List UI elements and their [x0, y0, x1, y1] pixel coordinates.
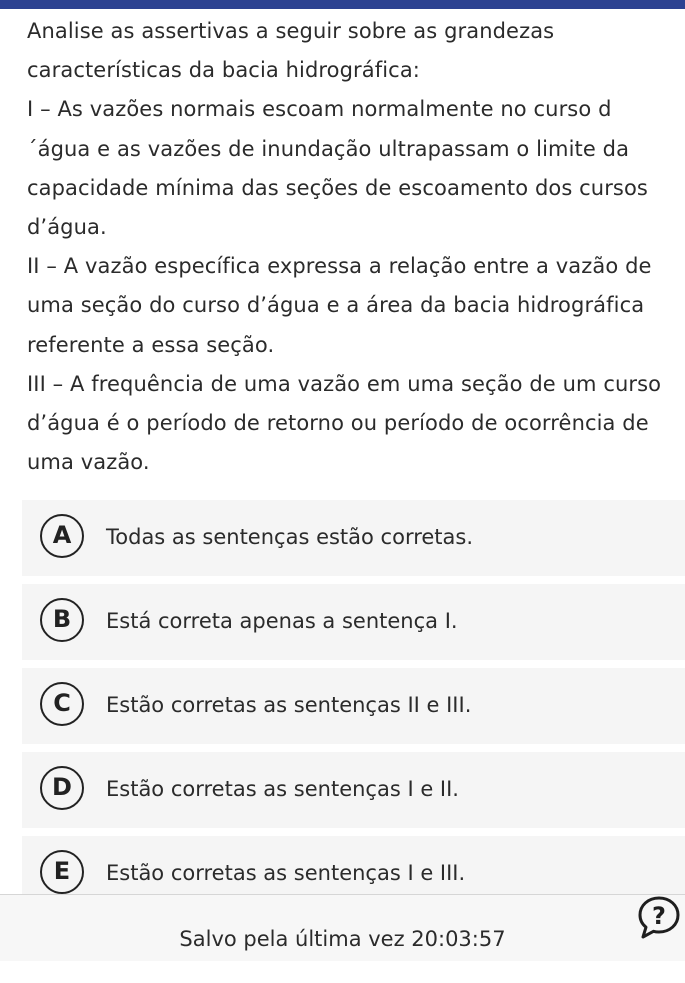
footer-bar [0, 894, 685, 961]
option-c[interactable] [22, 668, 685, 744]
statement-3: III – A frequência de uma vazão em uma seção de um curso d’água é o período de retorno ou período de ocorrência de uma vazão. [27, 371, 662, 475]
statement-1: I – As vazões normais escoam normalmente no curso d ´água e as vazões de inundação ultrapassam o limite da capacidade mínima das seções de escoamento dos cursos d’água. [27, 97, 648, 240]
question-intro: Analise as assertivas a seguir sobre as grandezas características da bacia hidrográfica: [27, 19, 555, 83]
question-text [27, 12, 677, 482]
option-letter-badge: B [40, 598, 84, 642]
help-question-icon[interactable] [637, 895, 681, 941]
top-accent-bar [0, 0, 685, 9]
statement-2: II – A vazão específica expressa a relação entre a vazão de uma seção do curso d’água e a área da bacia hidrográfica referente a essa seção. [27, 254, 652, 357]
option-label: Todas as sentenças estão corretas. [106, 525, 474, 549]
answer-options [22, 500, 685, 920]
last-saved-status: Salvo pela última vez 20:03:57 [179, 927, 506, 951]
option-letter-badge: C [40, 682, 84, 726]
option-letter-badge: E [40, 850, 84, 894]
help-question-icon-graphic [637, 895, 681, 941]
option-b[interactable] [22, 584, 685, 660]
option-letter-badge: A [40, 514, 84, 558]
option-label: Estão corretas as sentenças II e III. [106, 693, 472, 717]
option-label: Estão corretas as sentenças I e II. [106, 777, 459, 801]
option-label: Estão corretas as sentenças I e III. [106, 861, 466, 885]
svg-text:?: ? [652, 902, 666, 930]
option-a[interactable] [22, 500, 685, 576]
option-d[interactable] [22, 752, 685, 828]
option-label: Está correta apenas a sentença I. [106, 609, 458, 633]
option-letter-badge: D [40, 766, 84, 810]
